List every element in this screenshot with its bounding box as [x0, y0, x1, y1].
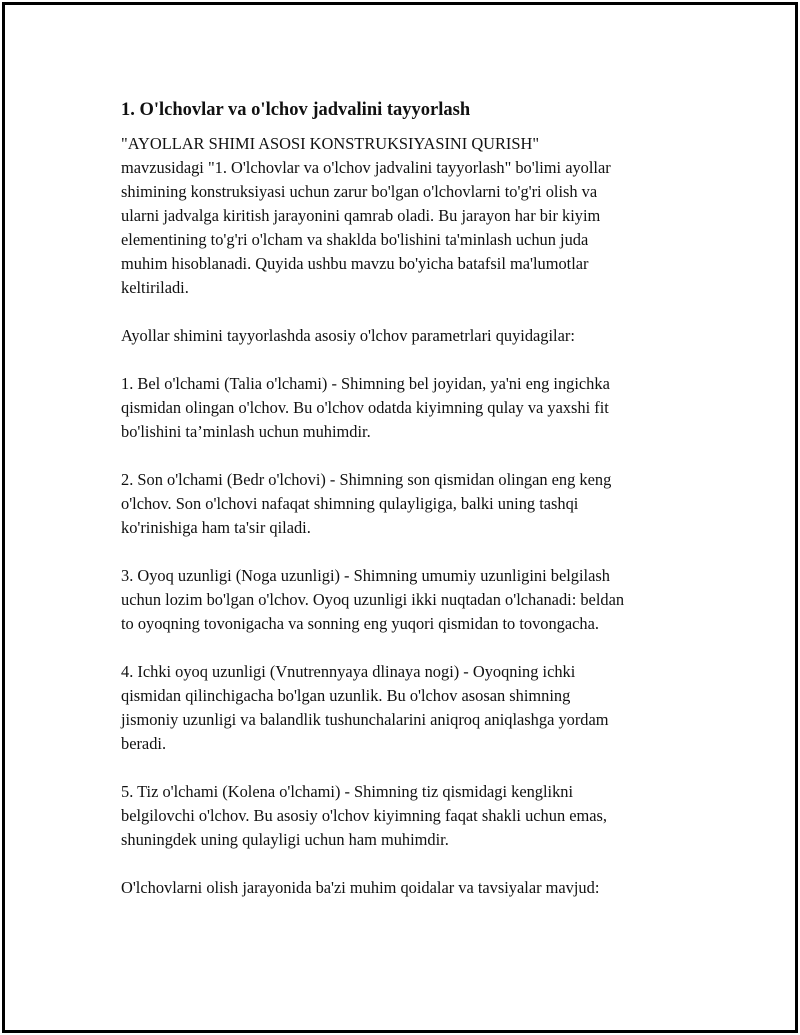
page-frame — [2, 2, 798, 1033]
rules-lead-paragraph: O'lchovlarni olish jarayonida ba'zi muhim qoidalar va tavsiyalar mavjud: — [121, 878, 600, 897]
knee-measurement-paragraph: 5. Tiz o'lchami (Kolena o'lchami) - Shimning tiz qismidagi kenglikni belgilovchi o'lchov. Bu asosiy o'lchov kiyimning faqat shakli uchun emas, shuningdek uning qulayligi uchun ham muhimdir. — [121, 782, 608, 849]
intro-paragraph: "AYOLLAR SHIMI ASOSI KONSTRUKSIYASINI QURISH" mavzusidagi "1. O'lchovlar va o'lchov jadvalini tayyorlash" bo'limi ayollar shimining konstruksiyasi uchun zarur bo'lgan o'lchovlarni to'g'ri olish va ularni jadvalga kiritish jarayonini qamrab oladi. Bu jarayon har bir kiyim elementining to'g'ri o'lcham va shaklda bo'lishini ta'minlash uchun juda muhim hisoblanadi. Quyida ushbu mavzu bo'yicha batafsil ma'lumotlar keltiriladi. — [121, 134, 611, 297]
parameters-lead-paragraph: Ayollar shimini tayyorlashda asosiy o'lchov parametrlari quyidagilar: — [121, 326, 575, 345]
inner-leg-length-paragraph: 4. Ichki oyoq uzunligi (Vnutrennyaya dlinaya nogi) - Oyoqning ichki qismidan qilinchigacha bo'lgan uzunlik. Bu o'lchov asosan shimning jismoniy uzunligi va balandlik tushunchalarini aniqroq aniqlashga yordam beradi. — [121, 662, 609, 753]
waist-measurement-paragraph: 1. Bel o'lchami (Talia o'lchami) - Shimning bel joyidan, ya'ni eng ingichka qismidan olingan o'lchov. Bu o'lchov odatda kiyimning qulay va yaxshi fit bo'lishini ta’minlash uchun muhimdir. — [121, 374, 610, 441]
leg-length-paragraph: 3. Oyoq uzunligi (Noga uzunligi) - Shimning umumiy uzunligini belgilash uchun lozim bo'lgan o'lchov. Oyoq uzunligi ikki nuqtadan o'lchanadi: beldan to oyoqning tovonigacha va sonning eng yuqori qismidan to tovongacha. — [121, 566, 625, 633]
document-body — [121, 97, 701, 924]
document-title: 1. O'lchovlar va o'lchov jadvalini tayyorlash — [121, 100, 471, 120]
hip-measurement-paragraph: 2. Son o'lchami (Bedr o'lchovi) - Shimning son qismidan olingan eng keng o'lchov. Son o'lchovi nafaqat shimning qulayligiga, balki uning tashqi ko'rinishiga ham ta'sir qiladi. — [121, 470, 612, 537]
